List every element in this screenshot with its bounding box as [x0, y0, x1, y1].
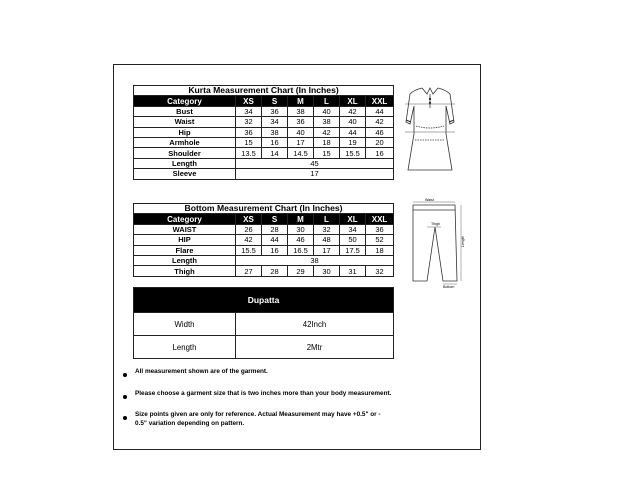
table-cell: 28 — [262, 224, 288, 234]
bullet-icon — [123, 395, 127, 399]
column-header: XL — [340, 96, 366, 106]
table-row — [134, 106, 394, 116]
table-cell: 38 — [314, 117, 340, 127]
bottom-header-row — [134, 214, 394, 224]
merged-cell: 17 — [236, 169, 394, 179]
table-cell: 16 — [366, 148, 394, 158]
table-cell: 42Inch — [236, 313, 394, 336]
row-label: Sleeve — [134, 169, 236, 179]
column-header: M — [288, 96, 314, 106]
table-cell: 27 — [236, 266, 262, 276]
pant-illustration — [405, 197, 467, 289]
table-cell: 18 — [366, 245, 394, 255]
row-label: Thigh — [134, 266, 236, 276]
table-cell: 44 — [262, 235, 288, 245]
table-cell: 42 — [366, 117, 394, 127]
dupatta-title: Dupatta — [134, 288, 394, 313]
waist-label: Waist — [425, 198, 434, 202]
table-row — [134, 137, 394, 147]
table-cell: 40 — [288, 127, 314, 137]
table-cell: 30 — [314, 266, 340, 276]
table-row — [134, 127, 394, 137]
table-cell: 2Mtr — [236, 336, 394, 359]
table-cell: 28 — [262, 266, 288, 276]
table-cell: 34 — [236, 106, 262, 116]
column-header: Category — [134, 214, 236, 224]
dupatta-table — [133, 287, 394, 359]
row-label: HIP — [134, 235, 236, 245]
table-cell: 32 — [366, 266, 394, 276]
column-header: Category — [134, 96, 236, 106]
bottom-label: Bottom — [443, 285, 455, 289]
table-row — [134, 117, 394, 127]
table-cell: 15.5 — [236, 245, 262, 255]
column-header: S — [262, 214, 288, 224]
column-header: XXL — [366, 96, 394, 106]
row-label: Shoulder — [134, 148, 236, 158]
bottom-measurement-table — [133, 203, 394, 277]
table-cell: 14.5 — [288, 148, 314, 158]
row-label: Waist — [134, 117, 236, 127]
table-cell: 42 — [314, 127, 340, 137]
column-header: S — [262, 96, 288, 106]
merged-cell: 38 — [236, 255, 394, 265]
table-cell: 40 — [314, 106, 340, 116]
table-cell: 36 — [236, 127, 262, 137]
length-label: Length — [461, 236, 465, 247]
table-cell: 20 — [366, 137, 394, 147]
table-cell: 26 — [236, 224, 262, 234]
table-cell: 34 — [340, 224, 366, 234]
kurta-chart-title: Kurta Measurement Chart (In Inches) — [134, 86, 394, 96]
note-text: 0.5" variation depending on pattern. — [135, 420, 245, 427]
row-label: WAIST — [134, 224, 236, 234]
column-header: M — [288, 214, 314, 224]
note-text: Size points given are only for reference. Actual Measurement may have +0.5" or - — [135, 411, 381, 418]
column-header: XS — [236, 96, 262, 106]
table-cell: 29 — [288, 266, 314, 276]
merged-cell: 45 — [236, 158, 394, 168]
row-label: Length — [134, 255, 236, 265]
note-text: Please choose a garment size that is two inches more than your body measurement. — [135, 390, 392, 397]
table-cell: 16.5 — [288, 245, 314, 255]
table-row — [134, 266, 394, 276]
table-cell: 46 — [288, 235, 314, 245]
table-row — [134, 336, 394, 359]
table-cell: 17 — [314, 245, 340, 255]
table-cell: 36 — [262, 106, 288, 116]
table-cell: 31 — [340, 266, 366, 276]
column-header: XL — [340, 214, 366, 224]
table-cell: 17.5 — [340, 245, 366, 255]
table-cell: 50 — [340, 235, 366, 245]
kurta-header-row — [134, 96, 394, 106]
column-header: L — [314, 96, 340, 106]
column-header: XXL — [366, 214, 394, 224]
table-cell: 30 — [288, 224, 314, 234]
column-header: L — [314, 214, 340, 224]
table-cell: 36 — [366, 224, 394, 234]
thigh-label: Thigh — [431, 222, 440, 226]
bullet-icon — [123, 373, 127, 377]
table-row — [134, 158, 394, 168]
table-cell: 38 — [288, 106, 314, 116]
bullet-icon — [123, 416, 127, 420]
table-cell: 14 — [262, 148, 288, 158]
table-row — [134, 235, 394, 245]
column-header: XS — [236, 214, 262, 224]
table-cell: 42 — [340, 106, 366, 116]
table-cell: 46 — [366, 127, 394, 137]
table-row — [134, 148, 394, 158]
table-cell: 52 — [366, 235, 394, 245]
row-label: Width — [134, 313, 236, 336]
row-label: Flare — [134, 245, 236, 255]
row-label: Length — [134, 158, 236, 168]
table-cell: 15 — [236, 137, 262, 147]
table-row — [134, 224, 394, 234]
bottom-chart-title: Bottom Measurement Chart (In Inches) — [134, 204, 394, 214]
row-label: Bust — [134, 106, 236, 116]
table-cell: 32 — [236, 117, 262, 127]
table-row — [134, 255, 394, 265]
table-cell: 40 — [340, 117, 366, 127]
row-label: Armhole — [134, 137, 236, 147]
table-cell: 17 — [288, 137, 314, 147]
kurta-measurement-table — [133, 85, 394, 180]
table-cell: 18 — [314, 137, 340, 147]
table-row — [134, 169, 394, 179]
table-cell: 44 — [366, 106, 394, 116]
kurta-illustration — [400, 84, 460, 179]
table-cell: 48 — [314, 235, 340, 245]
table-row — [134, 313, 394, 336]
table-cell: 13.5 — [236, 148, 262, 158]
table-cell: 15.5 — [340, 148, 366, 158]
table-cell: 16 — [262, 245, 288, 255]
row-label: Length — [134, 336, 236, 359]
table-cell: 42 — [236, 235, 262, 245]
table-cell: 19 — [340, 137, 366, 147]
table-cell: 38 — [262, 127, 288, 137]
table-cell: 15 — [314, 148, 340, 158]
table-cell: 34 — [262, 117, 288, 127]
table-cell: 16 — [262, 137, 288, 147]
note-text: All measurement shown are of the garment. — [135, 368, 268, 375]
table-cell: 44 — [340, 127, 366, 137]
table-cell: 32 — [314, 224, 340, 234]
table-cell: 36 — [288, 117, 314, 127]
table-row — [134, 245, 394, 255]
row-label: Hip — [134, 127, 236, 137]
